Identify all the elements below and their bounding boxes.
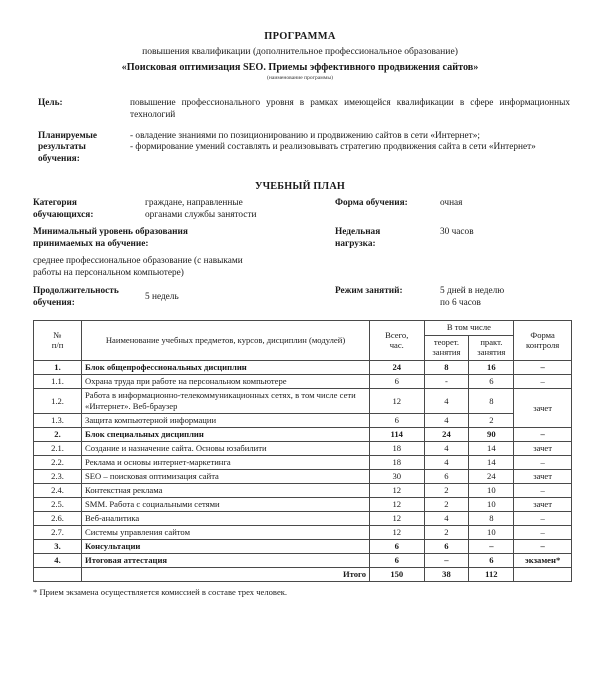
row-subject: Работа в информационно-телекоммуникационных сетях, в том числе сети «Интернет». Веб-браузер	[82, 389, 370, 414]
row-total-hours: 18	[370, 456, 424, 470]
row-total-hours: 12	[370, 389, 424, 414]
row-subject: SEO – поисковая оптимизация сайта	[82, 470, 370, 484]
row-total-hours: 30	[370, 470, 424, 484]
row-subject: Веб-аналитика	[82, 512, 370, 526]
plan-row-duration	[33, 286, 570, 310]
row-theory-hours: 6	[424, 470, 469, 484]
row-total-hours: 24	[370, 361, 424, 375]
row-control-form: зачет	[514, 389, 572, 428]
category-value	[145, 198, 335, 222]
row-theory-hours: -	[424, 375, 469, 389]
schedule-value	[440, 286, 570, 310]
row-number: 2.6.	[34, 512, 82, 526]
row-theory-hours: 4	[424, 389, 469, 414]
category-value-line2: органами службы занятости	[145, 210, 257, 221]
title-block	[0, 0, 600, 82]
min-education-note	[33, 256, 333, 280]
row-subject: Консультации	[82, 540, 370, 554]
program-name-caption: (наименование программы)	[267, 74, 333, 81]
schedule-label: Режим занятий:	[335, 285, 403, 296]
row-number: 2.2.	[34, 456, 82, 470]
row-subject: Системы управления сайтом	[82, 526, 370, 540]
duration-label-line1: Продолжительность	[33, 285, 119, 296]
header-num-line2: п/п	[51, 339, 64, 350]
table-row	[34, 414, 572, 428]
weekly-load-label-line2: нагрузка:	[335, 238, 376, 249]
results-item-1: - овладение знаниями по позиционированию и продвижению сайтов в сети «Интернет»;	[130, 130, 480, 141]
row-practice-hours: 10	[469, 498, 514, 512]
row-number: 2.3.	[34, 470, 82, 484]
table-row	[34, 428, 572, 442]
row-total-hours: 6	[370, 540, 424, 554]
row-theory-hours: 4	[424, 414, 469, 428]
weekly-load-label-line1: Недельная	[335, 227, 381, 238]
goal-label: Цель:	[38, 97, 63, 108]
row-control-form: зачет	[514, 470, 572, 484]
category-label	[33, 198, 145, 222]
results-item-2: - формирование умений составлять и реализовывать стратегию продвижения сайта в сети «Интернет»	[130, 142, 536, 153]
header-total-line1: Всего,	[385, 329, 409, 340]
row-practice-hours: 6	[469, 554, 514, 568]
row-number: 2.	[34, 428, 82, 442]
row-theory-hours: 8	[424, 361, 469, 375]
min-education-note-line1: среднее профессиональное образование (с навыками	[33, 255, 243, 266]
row-total-hours: 6	[370, 375, 424, 389]
weekly-load-label	[335, 227, 440, 251]
duration-label	[33, 286, 145, 310]
row-total-hours: 12	[370, 512, 424, 526]
document-subtitle: повышения квалификации (дополнительное профессиональное образование)	[142, 46, 458, 58]
results-value	[130, 131, 570, 155]
row-total-hours: 6	[370, 414, 424, 428]
header-group-including: В том числе	[424, 321, 514, 336]
table-header-row-1	[34, 321, 572, 336]
header-name: Наименование учебных предметов, курсов, дисциплин (модулей)	[82, 321, 370, 361]
table-row	[34, 361, 572, 375]
row-practice-hours: 24	[469, 470, 514, 484]
row-total-hours: 12	[370, 484, 424, 498]
header-form-line1: Форма	[530, 329, 555, 340]
row-control-form: –	[514, 428, 572, 442]
curriculum-table	[33, 320, 572, 582]
row-number: 2.4.	[34, 484, 82, 498]
row-theory-hours: –	[424, 554, 469, 568]
row-theory-hours: 4	[424, 512, 469, 526]
table-row	[34, 470, 572, 484]
row-control-form: –	[514, 484, 572, 498]
table-row	[34, 456, 572, 470]
header-theory	[424, 336, 469, 361]
row-subject: Блок специальных дисциплин	[82, 428, 370, 442]
header-total	[370, 321, 424, 361]
total-hours: 150	[370, 568, 424, 582]
row-practice-hours: –	[469, 540, 514, 554]
curriculum-table-wrap	[0, 314, 600, 582]
category-label-line1: Категория	[33, 198, 77, 209]
header-theory-line1: теорет.	[433, 337, 460, 348]
row-number: 4.	[34, 554, 82, 568]
header-form	[514, 321, 572, 361]
row-total-hours: 12	[370, 526, 424, 540]
table-row	[34, 498, 572, 512]
table-row	[34, 375, 572, 389]
row-theory-hours: 4	[424, 456, 469, 470]
results-label-line3: обучения:	[38, 154, 80, 165]
duration-label-line2: обучения:	[33, 297, 75, 308]
row-control-form: –	[514, 512, 572, 526]
row-number: 1.3.	[34, 414, 82, 428]
plan-row-min-education	[33, 227, 570, 251]
header-practice-line2: занятия	[477, 347, 506, 358]
table-total-row	[34, 568, 572, 582]
row-total-hours: 18	[370, 442, 424, 456]
table-body	[34, 361, 572, 582]
results-row	[38, 131, 570, 167]
min-education-label-line1: Минимальный уровень образования	[33, 227, 188, 238]
total-practice: 112	[469, 568, 514, 582]
header-num-line1: №	[53, 329, 62, 340]
row-control-form: –	[514, 540, 572, 554]
table-row	[34, 442, 572, 456]
form-of-study-value: очная	[440, 198, 463, 209]
row-subject: Итоговая аттестация	[82, 554, 370, 568]
results-label-line1: Планируемые	[38, 130, 98, 141]
row-control-form: –	[514, 456, 572, 470]
table-footnote: * Прием экзамена осуществляется комиссией в составе трех человек.	[33, 587, 288, 598]
row-number: 1.	[34, 361, 82, 375]
table-row	[34, 526, 572, 540]
row-subject: Контекстная реклама	[82, 484, 370, 498]
row-number: 1.2.	[34, 389, 82, 414]
row-control-form: –	[514, 361, 572, 375]
total-label: Итого	[82, 568, 370, 582]
row-theory-hours: 2	[424, 498, 469, 512]
total-theory: 38	[424, 568, 469, 582]
row-theory-hours: 4	[424, 442, 469, 456]
goal-row	[38, 98, 570, 122]
row-subject: Защита компьютерной информации	[82, 414, 370, 428]
row-control-form: –	[514, 375, 572, 389]
table-row	[34, 484, 572, 498]
header-form-line2: контроля	[526, 339, 560, 350]
row-theory-hours: 6	[424, 540, 469, 554]
row-total-hours: 12	[370, 498, 424, 512]
row-subject: SMM. Работа с социальными сетями	[82, 498, 370, 512]
row-theory-hours: 2	[424, 526, 469, 540]
header-total-line2: час.	[389, 339, 404, 350]
row-practice-hours: 16	[469, 361, 514, 375]
goal-value: повышение профессионального уровня в рамках имеющейся квалификации в сфере информационных технологий	[130, 97, 570, 120]
plan-heading: УЧЕБНЫЙ ПЛАН	[254, 181, 346, 193]
row-number: 2.1.	[34, 442, 82, 456]
duration-value: 5 недель	[145, 291, 179, 302]
table-row	[34, 540, 572, 554]
row-subject: Реклама и основы интернет-маркетинга	[82, 456, 370, 470]
table-head	[34, 321, 572, 361]
header-theory-line2: занятия	[432, 347, 461, 358]
page-title: ПРОГРАММА	[264, 31, 336, 42]
header-practice	[469, 336, 514, 361]
weekly-load-value: 30 часов	[440, 227, 474, 238]
row-practice-hours: 14	[469, 456, 514, 470]
category-label-line2: обучающихся:	[33, 210, 94, 221]
row-practice-hours: 90	[469, 428, 514, 442]
header-num	[34, 321, 82, 361]
row-number: 3.	[34, 540, 82, 554]
row-number: 1.1.	[34, 375, 82, 389]
row-subject: Блок общепрофессиональных дисциплин	[82, 361, 370, 375]
category-value-line1: граждане, направленные	[145, 198, 243, 209]
table-row	[34, 554, 572, 568]
plan-row-category	[33, 198, 570, 222]
row-practice-hours: 14	[469, 442, 514, 456]
row-control-form: зачет	[514, 498, 572, 512]
row-control-form: экзамен*	[514, 554, 572, 568]
row-practice-hours: 6	[469, 375, 514, 389]
min-education-note-line2: работы на персональном компьютере)	[33, 267, 184, 278]
row-practice-hours: 8	[469, 389, 514, 414]
row-practice-hours: 10	[469, 484, 514, 498]
schedule-value-line2: по 6 часов	[440, 297, 481, 308]
schedule-value-line1: 5 дней в неделю	[440, 285, 505, 296]
table-row	[34, 389, 572, 414]
plan-parameters	[0, 198, 600, 309]
row-number: 2.5.	[34, 498, 82, 512]
min-education-label-line2: принимаемых на обучение:	[33, 238, 149, 249]
form-of-study-label: Форма обучения:	[335, 198, 408, 209]
row-practice-hours: 8	[469, 512, 514, 526]
total-control-form	[514, 568, 572, 582]
header-practice-line1: практ.	[480, 337, 503, 348]
row-total-hours: 6	[370, 554, 424, 568]
row-practice-hours: 10	[469, 526, 514, 540]
row-control-form: –	[514, 526, 572, 540]
table-row	[34, 512, 572, 526]
row-number: 2.7.	[34, 526, 82, 540]
row-control-form: зачет	[514, 442, 572, 456]
total-row-spacer	[34, 568, 82, 582]
min-education-label	[33, 227, 335, 251]
row-theory-hours: 24	[424, 428, 469, 442]
row-theory-hours: 2	[424, 484, 469, 498]
program-name: «Поисковая оптимизация SEO. Приемы эффективного продвижения сайтов»	[121, 61, 479, 73]
results-label	[38, 131, 130, 167]
row-total-hours: 114	[370, 428, 424, 442]
row-practice-hours: 2	[469, 414, 514, 428]
info-section	[0, 84, 600, 166]
row-subject: Охрана труда при работе на персональном компьютере	[82, 375, 370, 389]
results-label-line2: результаты	[38, 142, 86, 153]
row-subject: Создание и назначение сайта. Основы юзабилити	[82, 442, 370, 456]
